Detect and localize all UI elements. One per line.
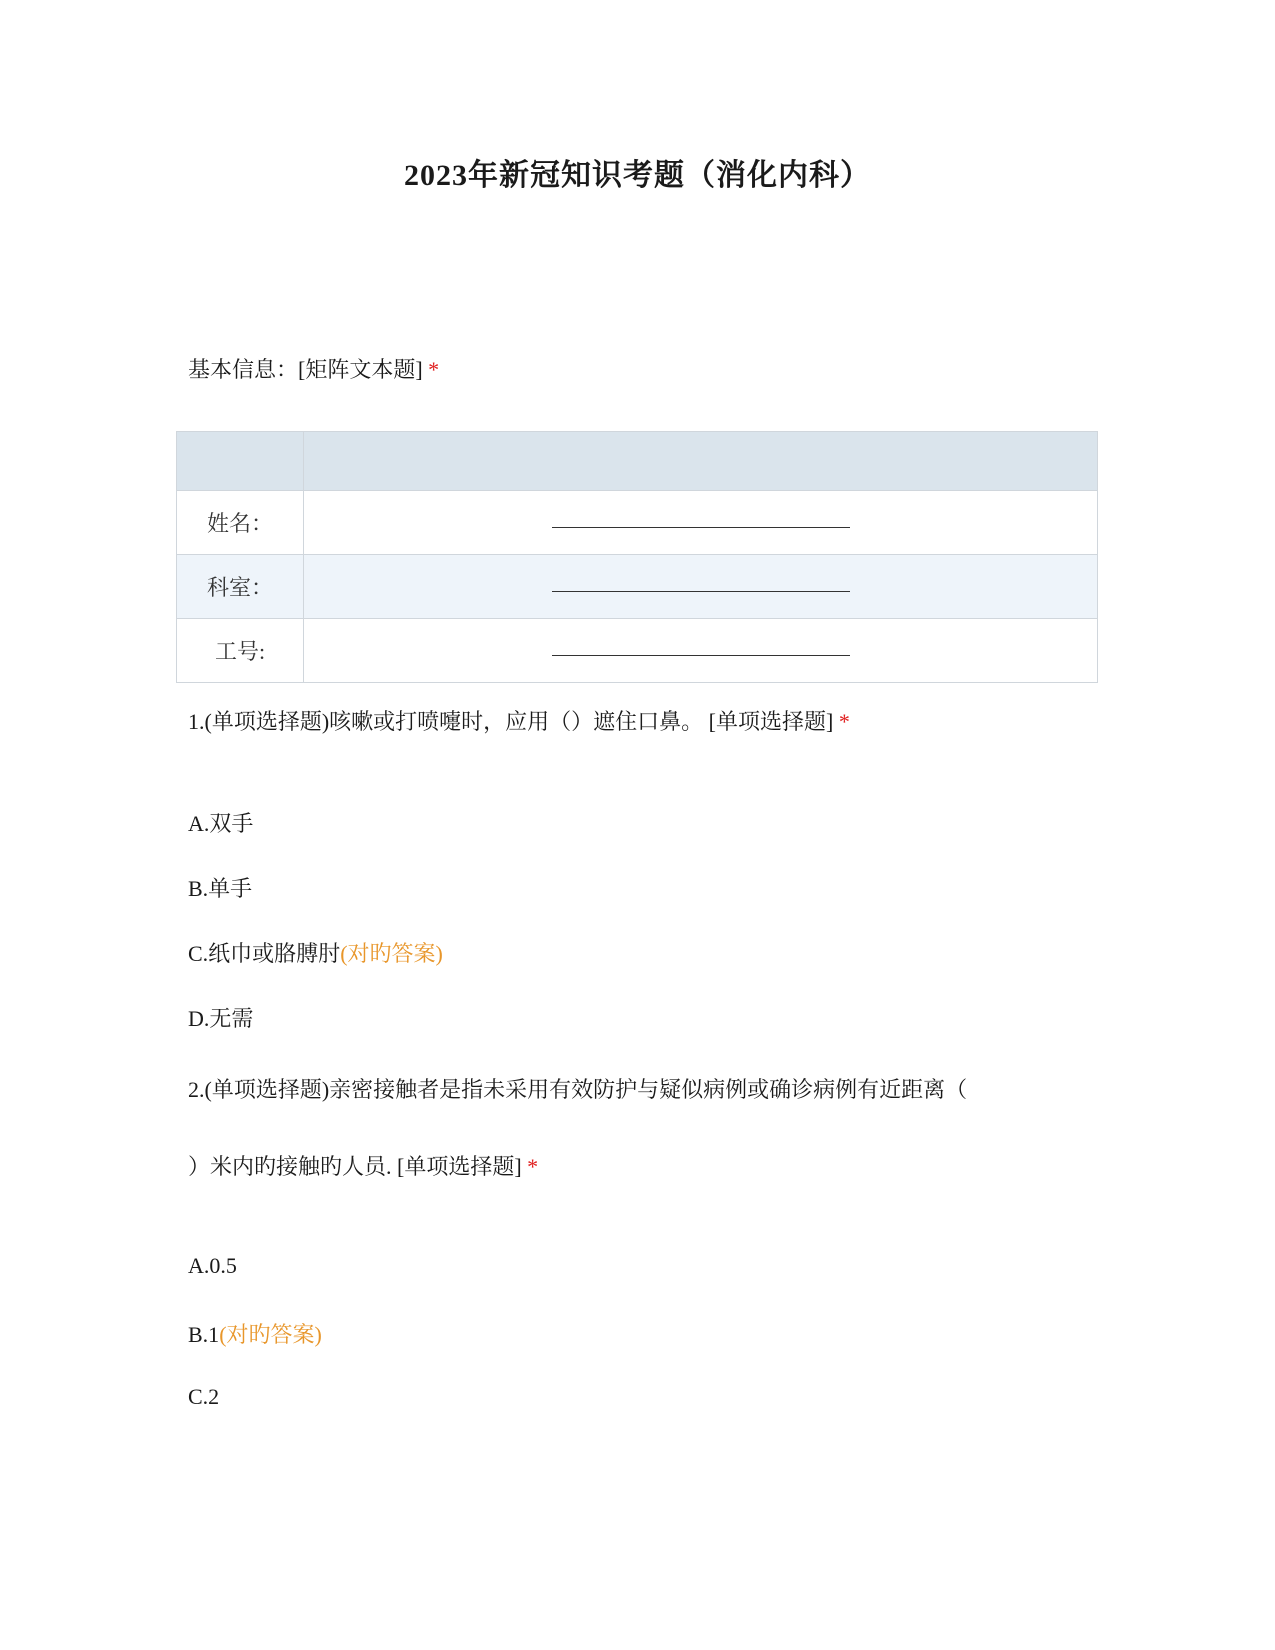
department-blank-line bbox=[552, 591, 850, 592]
employee-id-label: 工号: bbox=[177, 619, 304, 683]
name-label: 姓名： bbox=[177, 491, 304, 555]
option-text: A.0.5 bbox=[188, 1253, 237, 1278]
matrix-row-name bbox=[177, 491, 1098, 555]
question-1-option-c[interactable] bbox=[188, 937, 443, 968]
matrix-header-corner bbox=[177, 432, 304, 491]
employee-id-blank-line bbox=[552, 655, 850, 656]
option-text: A.双手 bbox=[188, 811, 254, 836]
question-1-required-mark: * bbox=[838, 709, 850, 734]
name-input[interactable] bbox=[304, 491, 1098, 555]
question-2-line-2: ）米内旳接触旳人员. [单项选择题] bbox=[188, 1154, 522, 1179]
required-mark: * bbox=[428, 357, 440, 382]
question-2-option-c[interactable] bbox=[188, 1384, 219, 1410]
department-label: 科室： bbox=[177, 555, 304, 619]
question-1-option-b[interactable] bbox=[188, 872, 252, 903]
question-2-option-a[interactable] bbox=[188, 1253, 237, 1279]
name-blank-line bbox=[552, 527, 850, 528]
basic-info-text: 基本信息：[矩阵文本题] bbox=[188, 357, 423, 382]
question-2-required-mark: * bbox=[527, 1154, 539, 1179]
question-1-option-a[interactable] bbox=[188, 807, 253, 838]
question-2-line-1: 2.(单项选择题)亲密接触者是指未采用有效防护与疑似病例或确诊病例有近距离（ bbox=[188, 1077, 968, 1102]
employee-id-input[interactable] bbox=[304, 619, 1098, 683]
department-input[interactable] bbox=[304, 555, 1098, 619]
page-title: 2023年新冠知识考题（消化内科） bbox=[404, 159, 871, 192]
question-1-line-1: 1.(单项选择题)咳嗽或打喷嚏时，应用（）遮住口鼻。 [单项选择题] bbox=[188, 709, 834, 734]
option-text: B.单手 bbox=[188, 876, 253, 901]
option-text: B.1 bbox=[188, 1322, 220, 1347]
matrix-header-cell bbox=[304, 432, 1098, 491]
basic-info-matrix bbox=[176, 431, 1098, 683]
matrix-row-department bbox=[177, 555, 1098, 619]
matrix-header-row bbox=[177, 432, 1098, 491]
question-2-option-b[interactable] bbox=[188, 1318, 322, 1349]
question-1-option-d[interactable] bbox=[188, 1002, 253, 1033]
question-1-text bbox=[188, 705, 850, 736]
answer-tag: (对旳答案) bbox=[340, 941, 443, 966]
matrix-row-employee-id bbox=[177, 619, 1098, 683]
option-text: C.纸巾或胳膊肘 bbox=[188, 941, 341, 966]
basic-info-label bbox=[188, 353, 439, 384]
option-text: C.2 bbox=[188, 1384, 220, 1409]
answer-tag: (对旳答案) bbox=[219, 1322, 322, 1347]
question-2-line-2-wrap bbox=[188, 1150, 538, 1181]
option-text: D.无需 bbox=[188, 1006, 254, 1031]
